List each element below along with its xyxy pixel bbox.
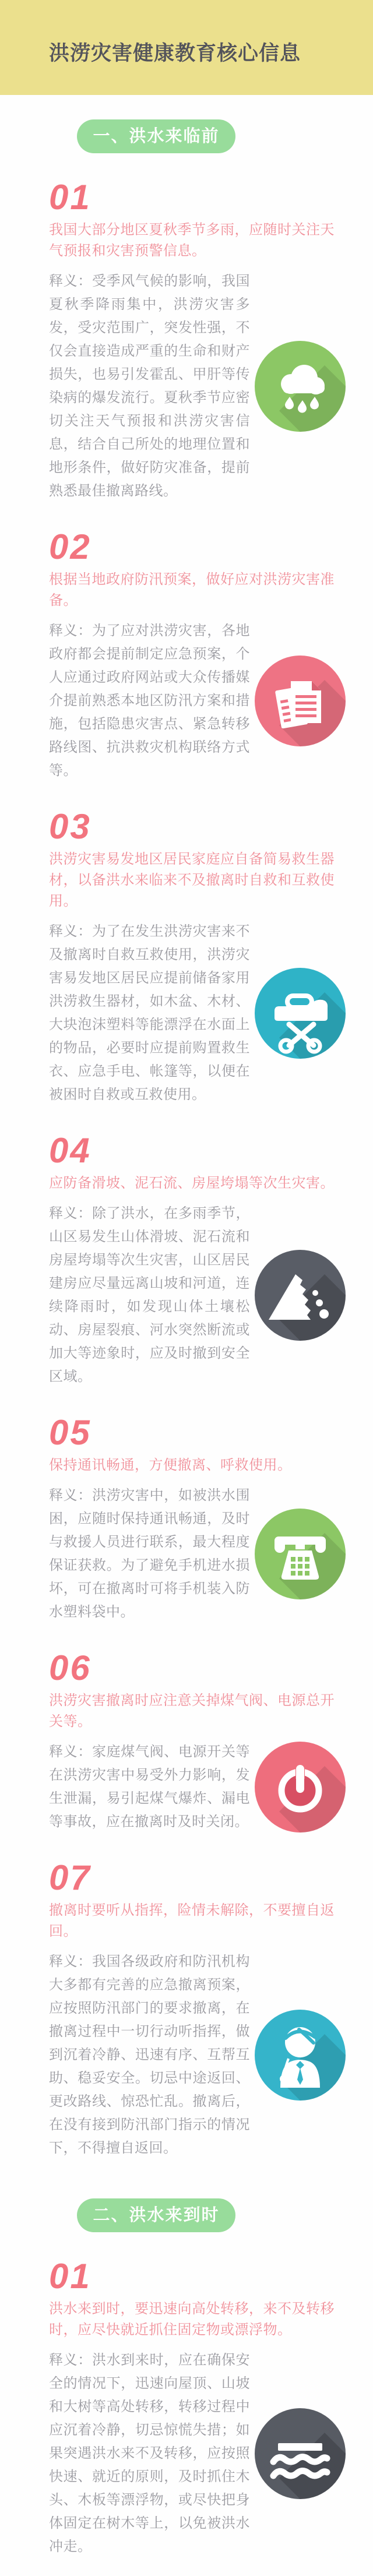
tip-body-text: 释义：为了在发生洪涝灾害来不及撤离时自救互救使用，洪涝灾害易发地区居民应提前储备家用洪涝救生器材，如木盆、木材、大块泡沫塑料等能漂浮在水面上的物品，必要时应提前购置救生衣、应急手电、帐篷等，以便在被困时自救或互救使用。 — [49, 924, 250, 1102]
tip-body-text: 释义：除了洪水，在多雨季节，山区易发生山体滑坡、泥石流和房屋垮塌等次生灾害，山区居民建房应尽量远离山坡和河道，连续降雨时，如发现山体土壤松动、房屋裂痕、河水突然断流或加大等迹象时，应及时撤到安全区域。 — [49, 1206, 250, 1384]
section-pill-during-flood: 二、洪水来到时 — [77, 2198, 235, 2232]
tip-item-7 — [0, 1859, 373, 2160]
tip-headline: 应防备滑坡、泥石流、房屋垮塌等次生灾害。 — [49, 1175, 335, 1191]
tip-headline: 洪涝灾害撤离时应注意关掉煤气阀、电源总开关等。 — [49, 1693, 335, 1729]
tip-item-2 — [0, 528, 373, 783]
tip-body-text: 释义：受季风气候的影响，我国夏秋季降雨集中，洪涝灾害多发，受灾范围广，突发性强，不仅会直接造成严重的生命和财产损失，也易引发霍乱、甲肝等传染病的爆发流行。夏秋季节应密切关注天气预报和洪涝灾害信息，结合自己所处的地理位置和地形条件，做好防灾准备，提前熟悉最佳撤离路线。 — [49, 273, 250, 499]
tip-number: 03 — [49, 807, 92, 846]
tip-item-3 — [0, 808, 373, 1106]
landslide-icon — [254, 1249, 347, 1342]
tip-number: 06 — [49, 1648, 92, 1687]
tip-headline: 保持通讯畅通，方便撤离、呼救使用。 — [49, 1457, 292, 1473]
tip-body-text: 释义：洪涝灾害中，如被洪水围困，应随时保持通讯畅通，及时与救援人员进行联系，最大程度保证获救。为了避免手机进水损坏，可在撤离时可将手机装入防水塑料袋中。 — [49, 1488, 250, 1620]
tip-headline: 我国大部分地区夏秋季节多雨，应随时关注天气预报和灾害预警信息。 — [49, 222, 335, 259]
tip-number: 01 — [49, 2257, 92, 2296]
tip-number: 04 — [49, 1131, 92, 1170]
tip-body-text: 释义：洪水到来时，应在确保安全的情况下，迅速向屋顶、山坡和大树等高处转移，转移过程中应沉着冷静，切忌惊慌失措；如果突遇洪水来不及转移，应按照快速、就近的原则，及时抓住木头、木板等漂浮物，或尽快把身体固定在树木等上，以免被洪水冲走。 — [49, 2352, 250, 2554]
rain-cloud-icon — [254, 340, 347, 433]
tip-headline: 洪涝灾害易发地区居民家庭应自备简易救生器材，以备洪水来临来不及撤离时自救和互救使用。 — [49, 851, 335, 909]
tip-headline: 洪水来到时，要迅速向高处转移，来不及转移时，应尽快就近抓住固定物或漂浮物。 — [49, 2301, 335, 2338]
section-pill-before-flood: 一、洪水来临前 — [77, 119, 235, 153]
tip-item-5 — [0, 1414, 373, 1624]
tip-body-text: 释义：为了应对洪涝灾害，各地政府都会提前制定应急预案，个人应通过政府网站或大众传播媒介提前熟悉本地区防汛方案和措施，包括隐患灾害点、紧急转移路线图、抗洪救灾机构联络方式等。 — [49, 623, 250, 778]
tip-headline: 撤离时要听从指挥，险情未解除，不要擅自返回。 — [49, 1902, 335, 1939]
tip-item-1 — [0, 179, 373, 503]
power-switch-icon — [254, 1740, 347, 1834]
documents-icon — [254, 654, 347, 748]
tip-number: 01 — [49, 178, 92, 217]
page-title: 洪涝灾害健康教育核心信息 — [49, 42, 301, 65]
tip-item-4 — [0, 1132, 373, 1389]
tip-body-text: 释义：我国各级政府和防汛机构大多都有完善的应急撤离预案，应按照防汛部门的要求撤离，在撤离过程中一切行动听指挥，做到沉着冷静、迅速有序、互帮互助、稳妥安全。切忌中途返回、更改路线、惊恐忙乱。撤离后，在没有接到防汛部门指示的情况下，不得擅自返回。 — [49, 1954, 250, 2156]
tip-number: 07 — [49, 1858, 92, 1897]
tip-item-8 — [0, 2258, 373, 2559]
header-banner — [0, 0, 373, 95]
flood-water-icon — [254, 2407, 347, 2500]
rescuer-icon — [254, 2008, 347, 2102]
tip-number: 02 — [49, 527, 92, 566]
telephone-icon — [254, 1507, 347, 1601]
tip-headline: 根据当地政府防汛预案，做好应对洪涝灾害准备。 — [49, 572, 335, 608]
stretcher-icon — [254, 967, 347, 1060]
tip-number: 05 — [49, 1413, 92, 1452]
tip-item-6 — [0, 1650, 373, 1834]
tip-body-text: 释义：家庭煤气阀、电源开关等在洪涝灾害中易受外力影响，发生泄漏，易引起煤气爆炸、漏电等事故，应在撤离时及时关闭。 — [49, 1744, 250, 1830]
